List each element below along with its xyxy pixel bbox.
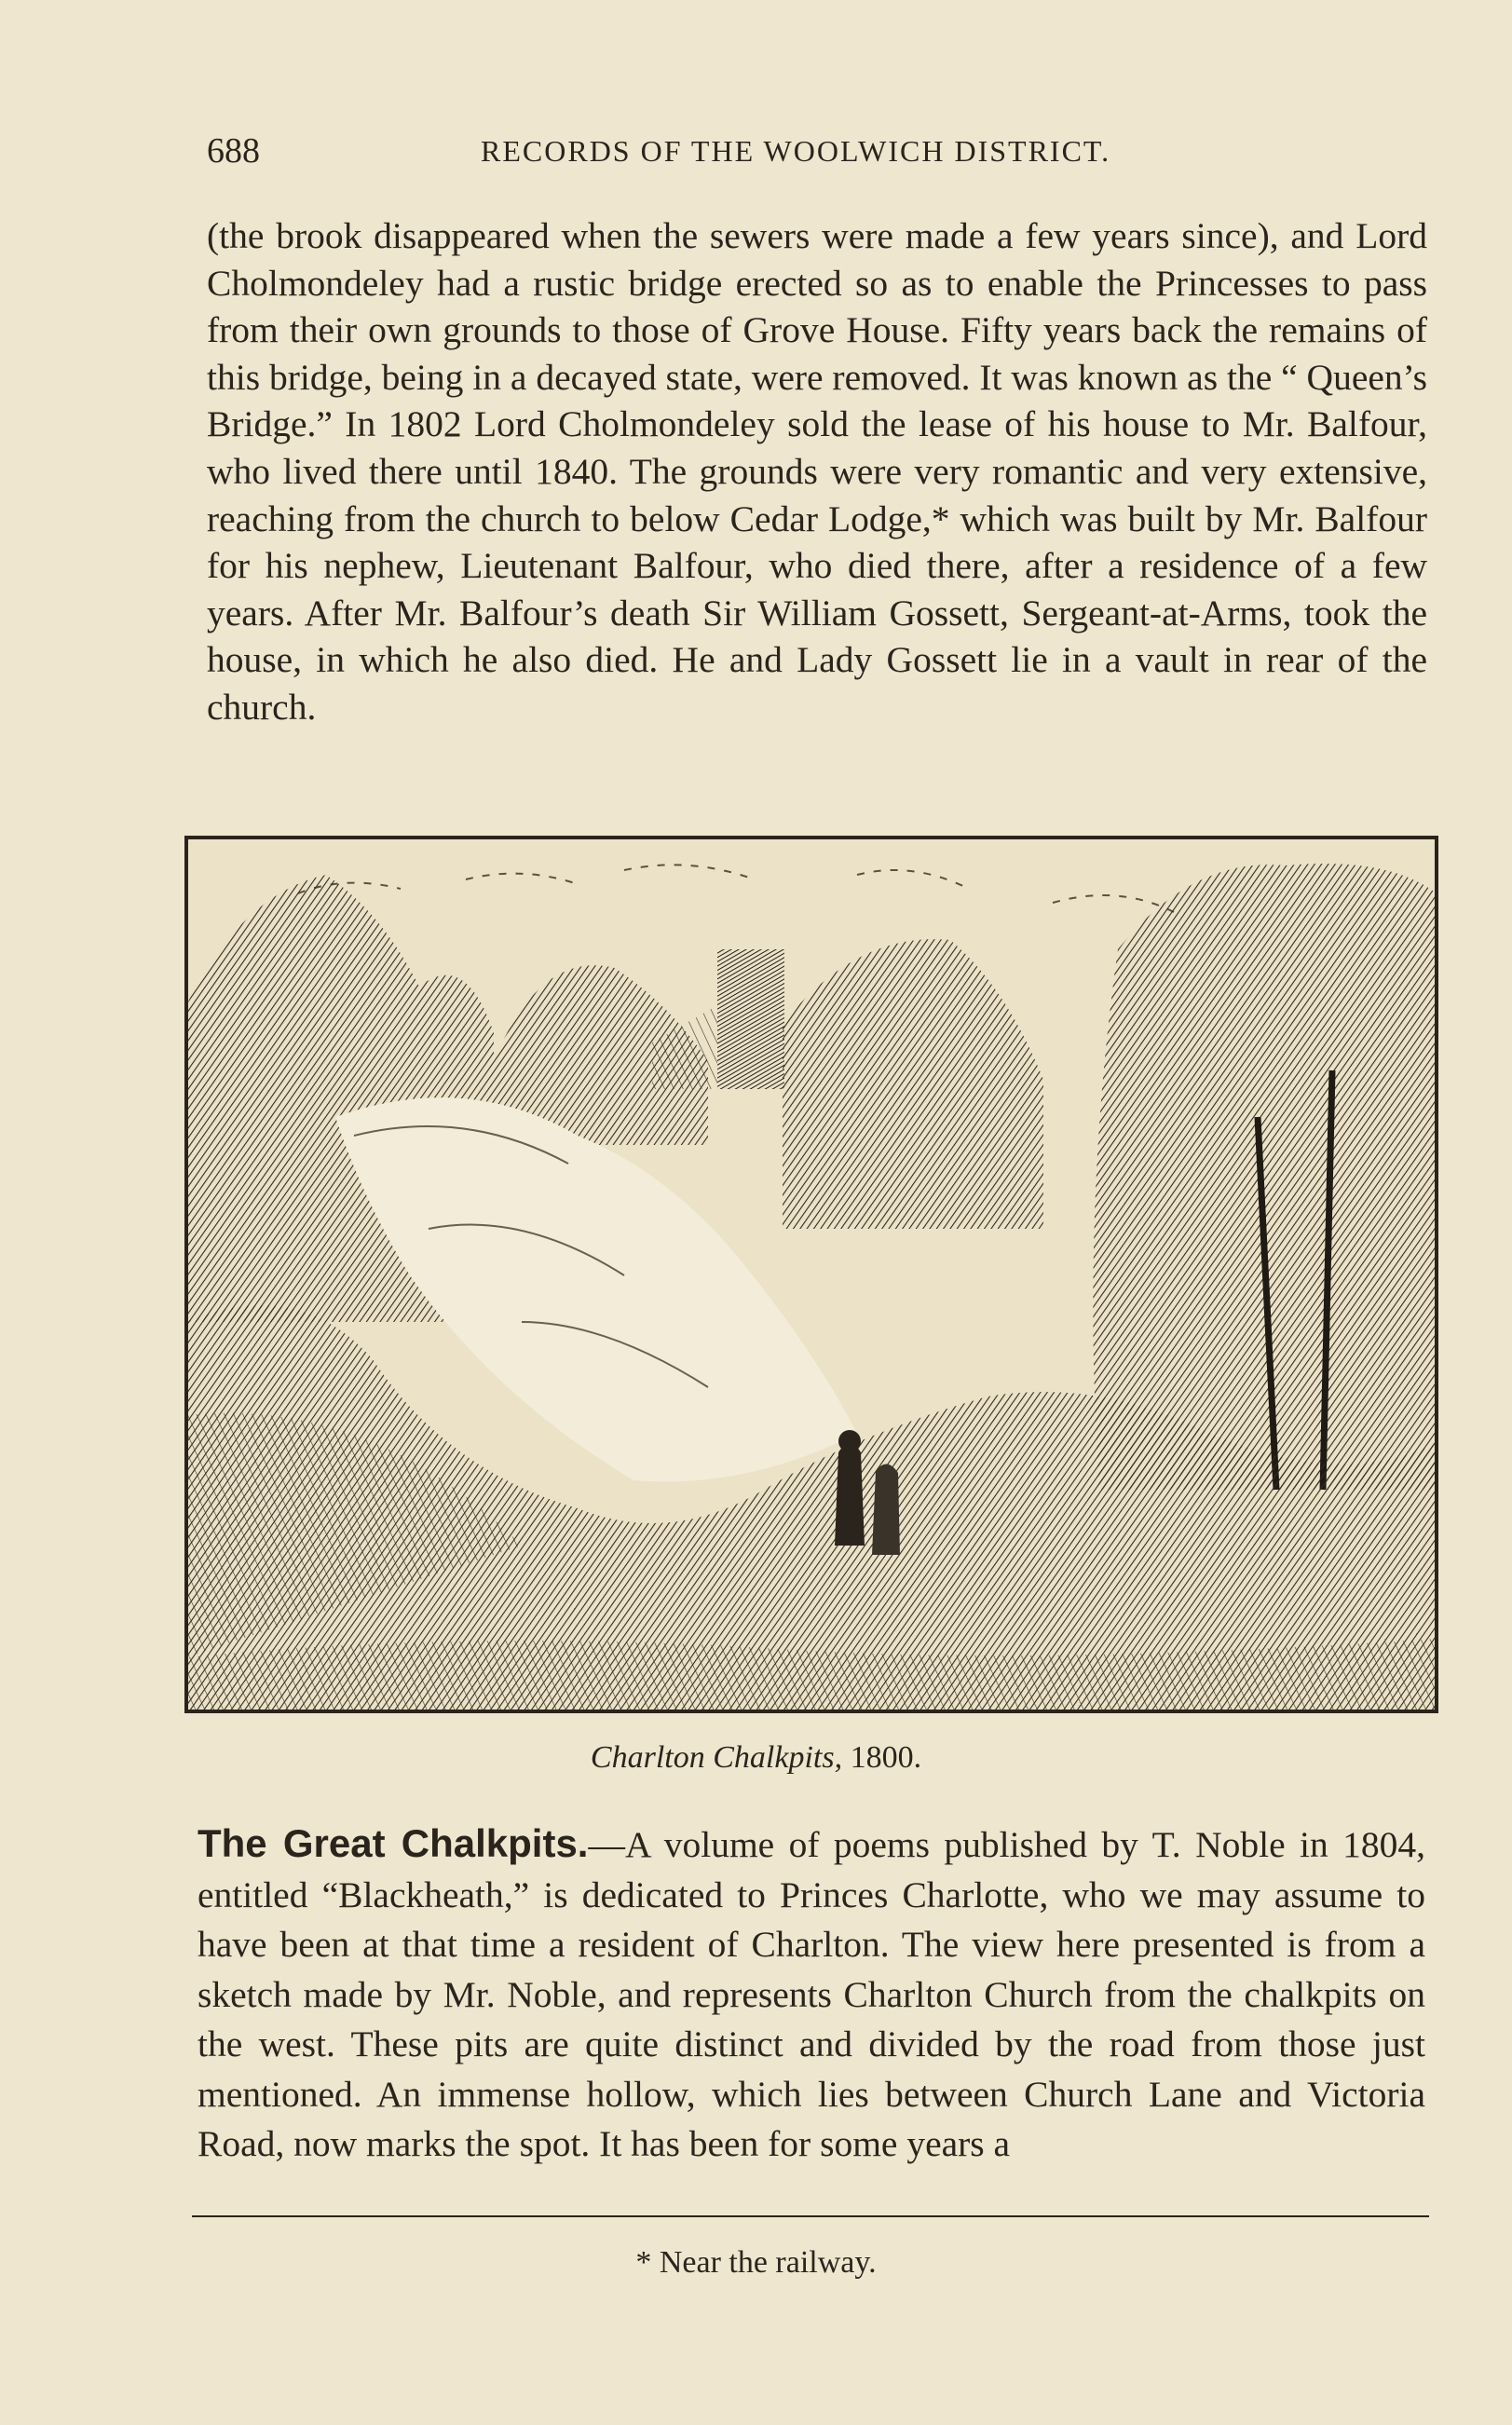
engraving-illustration [184,836,1438,1713]
section-paragraph [198,1819,1425,2170]
section-heading: The Great Chalkpits. [198,1821,589,1865]
caption-title: Charlton Chalkpits, [590,1740,843,1775]
figure-caption [0,1740,1512,1776]
section-block [198,1819,1425,2170]
page-number: 688 [207,131,260,170]
footnote: * Near the railway. [635,2245,877,2280]
body-paragraph-block [207,212,1427,731]
engraving-drawing [186,838,1437,1711]
page-header [207,130,1427,179]
footnote-divider [192,2215,1429,2217]
running-title: RECORDS OF THE WOOLWICH DISTRICT. [481,134,1111,168]
caption-year: 1800. [850,1740,922,1775]
body-paragraph: (the brook disappeared when the sewers were made a few years since), and Lord Cholmondeley had a rustic bridge erected so as to enable the Princesses to pass from their own grounds to those of Grove House. Fifty years back the remains of this bridge, being in a decayed state, were removed. It was known as the “ Queen’s Bridge.” In 1802 Lord Cholmondeley sold the lease of his house to Mr. Balfour, who lived there until 1840. The grounds were very romantic and very extensive, reaching from the church to below Cedar Lodge,* which was built by Mr. Balfour for his nephew, Lieutenant Balfour, who died there, after a residence of a few years. After Mr. Balfour’s death Sir William Gossett, Sergeant-at-Arms, took the house, in which he also died. He and Lady Gossett lie in a vault in rear of the church. [207,215,1427,728]
section-text: —A volume of poems published by T. Noble in 1804, entitled “Blackheath,” is dedicated to Princes Charlotte, who we may assume to have been at that time a resident of Charlton. The view here presented is from a sketch made by Mr. Noble, and represents Charlton Church from the chalkpits on the west. These pits are quite distinct and divided by the road from those just mentioned. An immense hollow, which lies between Church Lane and Victoria Road, now marks the spot. It has been for some years a [198,1824,1426,2164]
